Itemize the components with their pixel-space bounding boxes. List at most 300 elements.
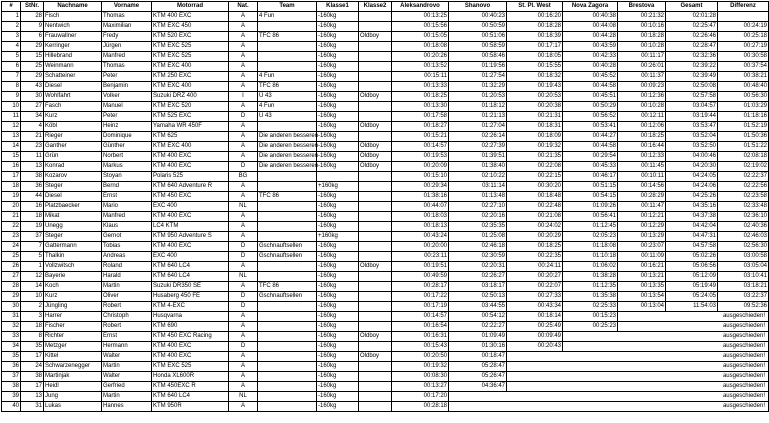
start-number-cell: 9 [21,22,44,32]
total-cell: 02:25:47 [666,22,718,32]
difference-cell: 01:51:22 [718,142,769,152]
total-cell: 03:53:47 [666,122,718,132]
class1-cell: -160kg [317,92,359,102]
st-pl-west-cell: 00:18:48 [507,192,563,202]
brestova-cell: 00:18:25 [618,132,666,142]
team-cell [258,382,317,392]
class2-cell [359,112,392,122]
nationality-cell: A [229,32,258,42]
position-cell: 13 [2,132,21,142]
first-name-cell: Bernd [102,182,152,192]
shanovo-cell: 01:30:16 [449,342,507,352]
first-name-cell: Stoyan [102,172,152,182]
start-number-cell: 44 [21,192,44,202]
first-name-cell: Norbert [102,152,152,162]
class2-cell [359,292,392,302]
class2-cell [359,212,392,222]
position-cell: 39 [2,392,21,402]
last-name-cell: Jung [44,392,102,402]
table-row [2,82,769,92]
table-row [2,292,769,302]
nationality-cell: A [229,62,258,72]
difference-cell: 02:36:10 [718,212,769,222]
nova-zagora-cell: 00:45:33 [563,162,618,172]
column-header: Nova Zagora [563,2,618,12]
class1-cell: -160kg [317,142,359,152]
class2-cell [359,282,392,292]
team-cell [258,392,317,402]
brestova-cell: 00:11:47 [618,202,666,212]
shanovo-cell: 00:40:23 [449,12,507,22]
table-row [2,102,769,112]
total-cell: 04:00:46 [666,152,718,162]
retired-cell: ausgeschieden! [563,342,769,352]
total-cell: 02:26:46 [666,32,718,42]
class1-cell: -160kg [317,52,359,62]
nationality-cell: A [229,332,258,342]
nova-zagora-cell: 00:15:23 [563,312,618,322]
last-name-cell: Mikat [44,212,102,222]
nova-zagora-cell: 00:44:28 [563,32,618,42]
motorcycle-cell: KTM 640 LC4 [152,272,229,282]
shanovo-cell: 02:27:10 [449,202,507,212]
difference-cell [718,12,769,22]
class1-cell: -160kg [317,272,359,282]
retired-cell: ausgeschieden! [618,312,769,322]
class1-cell: -160kg [317,22,359,32]
shanovo-cell: 02:27:39 [449,142,507,152]
first-name-cell: Martin [102,362,152,372]
column-header: Aleksandrovo [392,2,449,12]
difference-cell: 01:52:19 [718,122,769,132]
shanovo-cell: 01:21:13 [449,112,507,122]
motorcycle-cell: KTM 400 EXC [152,342,229,352]
team-cell: Die anderen besseren [258,132,317,142]
class2-cell [359,22,392,32]
motorcycle-cell: KTM EXC 400 [152,82,229,92]
total-cell: 04:35:16 [666,202,718,212]
difference-cell: 01:18:16 [718,112,769,122]
nationality-cell: D [229,342,258,352]
last-name-cell: Konrad [44,162,102,172]
brestova-cell: 00:13:54 [618,292,666,302]
first-name-cell: Peter [102,72,152,82]
class2-cell [359,362,392,372]
aleksandrovo-cell: 00:18:25 [392,92,449,102]
class2-cell: Oldboy [359,152,392,162]
start-number-cell: 2 [21,302,44,312]
table-row [2,372,769,382]
aleksandrovo-cell: 00:28:18 [392,402,449,412]
aleksandrovo-cell: 00:18:13 [392,222,449,232]
class2-cell [359,132,392,142]
start-number-cell: 19 [21,222,44,232]
nova-zagora-cell: 00:56:52 [563,112,618,122]
table-row [2,222,769,232]
class1-cell: -160kg [317,362,359,372]
start-number-cell: 27 [21,102,44,112]
first-name-cell: Peter [102,112,152,122]
aleksandrovo-cell: 00:14:57 [392,312,449,322]
motorcycle-cell: KTM 400 EXC [152,152,229,162]
nationality-cell: D [229,162,258,172]
last-name-cell: Diesel [44,82,102,92]
difference-cell: 03:22:37 [718,292,769,302]
class2-cell: Oldboy [359,92,392,102]
start-number-cell: 23 [21,142,44,152]
position-cell: 36 [2,362,21,372]
nova-zagora-cell: 01:35:38 [563,292,618,302]
last-name-cell: Metzger [44,342,102,352]
first-name-cell: Maximilian [102,22,152,32]
team-cell [258,302,317,312]
table-row [2,52,769,62]
class2-cell [359,342,392,352]
column-header: Vorname [102,2,152,12]
last-name-cell: Kittel [44,352,102,362]
brestova-cell: 00:11:37 [618,72,666,82]
first-name-cell: Manuel [102,102,152,112]
first-name-cell: Heinz [102,122,152,132]
last-name-cell: Fischer [44,322,102,332]
class1-cell: -160kg [317,332,359,342]
shanovo-cell: 00:58:46 [449,52,507,62]
class1-cell: -160kg [317,122,359,132]
motorcycle-cell: KTM 450 EXC [152,192,229,202]
column-header: Gesamt [666,2,718,12]
first-name-cell: Fredy [102,32,152,42]
class2-cell [359,62,392,72]
retired-cell: ausgeschieden! [449,402,769,412]
class2-cell [359,42,392,52]
start-number-cell: 30 [21,92,44,102]
difference-cell: 02:22:56 [718,182,769,192]
difference-cell: 00:48:40 [718,82,769,92]
total-cell: 02:32:36 [666,52,718,62]
shanovo-cell: 02:46:18 [449,242,507,252]
total-cell: 05:06:56 [666,262,718,272]
nationality-cell: D [229,292,258,302]
st-pl-west-cell: 00:09:49 [507,332,563,342]
position-cell: 8 [2,82,21,92]
first-name-cell: Oliver [102,292,152,302]
start-number-cell: 5 [21,252,44,262]
nova-zagora-cell: 00:44:27 [563,132,618,142]
class1-cell [317,172,359,182]
class2-cell [359,52,392,62]
last-name-cell: Martinjak [44,372,102,382]
shanovo-cell: 02:30:59 [449,252,507,262]
column-header: Team [258,2,317,12]
shanovo-cell: 01:09:49 [449,332,507,342]
nova-zagora-cell: 02:25:33 [563,302,618,312]
column-header: Brestova [618,2,666,12]
st-pl-west-cell: 00:22:15 [507,172,563,182]
table-row [2,262,769,272]
team-cell [258,182,317,192]
nationality-cell: A [229,72,258,82]
difference-cell: 03:10:41 [718,272,769,282]
difference-cell: 02:23:58 [718,192,769,202]
class1-cell: -160kg [317,192,359,202]
table-row [2,302,769,312]
start-number-cell: 15 [21,52,44,62]
position-cell: 11 [2,112,21,122]
motorcycle-cell: KTM 4-EXC [152,302,229,312]
class1-cell: -160kg [317,352,359,362]
team-cell [258,272,317,282]
start-number-cell: 12 [21,272,44,282]
nationality-cell: I [229,92,258,102]
st-pl-west-cell: 00:30:20 [507,182,563,192]
brestova-cell: 00:18:28 [618,32,666,42]
nationality-cell: D [229,112,258,122]
difference-cell: 00:37:54 [718,62,769,72]
shanovo-cell: 01:19:56 [449,62,507,72]
last-name-cell: Unegg [44,222,102,232]
aleksandrovo-cell: 00:20:50 [392,352,449,362]
table-row [2,112,769,122]
nationality-cell: A [229,222,258,232]
table-row [2,232,769,242]
shanovo-cell: 02:22:27 [449,322,507,332]
aleksandrovo-cell: 00:15:05 [392,32,449,42]
aleksandrovo-cell: 00:16:54 [392,322,449,332]
motorcycle-cell: KTM 400 EXC [152,162,229,172]
first-name-cell: Walter [102,352,152,362]
st-pl-west-cell: 00:17:17 [507,42,563,52]
st-pl-west-cell: 00:25:49 [507,322,563,332]
motorcycle-cell: KTM 400 EXC [152,352,229,362]
motorcycle-cell: KTM EXC 400 [152,142,229,152]
start-number-cell: 43 [21,82,44,92]
nationality-cell: A [229,312,258,322]
position-cell: 9 [2,92,21,102]
position-cell: 2 [2,22,21,32]
total-cell: 02:39:49 [666,72,718,82]
position-cell: 14 [2,142,21,152]
table-body [2,12,769,412]
start-number-cell: 38 [21,372,44,382]
difference-cell: 02:08:18 [718,152,769,162]
difference-cell: 00:30:58 [718,52,769,62]
position-cell: 28 [2,282,21,292]
retired-cell: ausgeschieden! [507,372,769,382]
st-pl-west-cell: 00:21:08 [507,212,563,222]
column-header: Klasse2 [359,2,392,12]
table-row [2,402,769,412]
shanovo-cell: 01:13:48 [449,192,507,202]
nationality-cell: A [229,212,258,222]
start-number-cell: 13 [21,392,44,402]
st-pl-west-cell: 00:20:27 [507,272,563,282]
class2-cell [359,372,392,382]
class1-cell: -160kg [317,112,359,122]
start-number-cell: 18 [21,322,44,332]
first-name-cell: Benjamin [102,82,152,92]
class2-cell: Oldboy [359,32,392,42]
aleksandrovo-cell: 00:44:07 [392,202,449,212]
nationality-cell: A [229,82,258,92]
motorcycle-cell: KTM EXC 400 [152,62,229,72]
st-pl-west-cell: 00:24:11 [507,262,563,272]
team-cell [258,52,317,62]
nova-zagora-cell: 01:10:18 [563,252,618,262]
first-name-cell: Christoph [102,312,152,322]
table-row [2,332,769,342]
team-cell: Gschnauftsellen [258,252,317,262]
nationality-cell: A [229,282,258,292]
nationality-cell: A [229,22,258,32]
aleksandrovo-cell: 00:20:09 [392,162,449,172]
aleksandrovo-cell: 00:16:31 [392,332,449,342]
difference-cell: 02:46:03 [718,232,769,242]
first-name-cell: Klaus [102,222,152,232]
nationality-cell: D [229,242,258,252]
start-number-cell: 3 [21,312,44,322]
first-name-cell: Hermann [102,342,152,352]
team-cell [258,172,317,182]
nova-zagora-cell: 00:29:54 [563,152,618,162]
total-cell: 02:57:58 [666,92,718,102]
class1-cell: -160kg [317,82,359,92]
table-row [2,352,769,362]
start-number-cell: 37 [21,232,44,242]
aleksandrovo-cell: 00:15:21 [392,132,449,142]
brestova-cell: 00:13:35 [618,282,666,292]
class1-cell: -160kg [317,102,359,112]
total-cell: 05:02:26 [666,252,718,262]
nova-zagora-cell: 02:05:23 [563,232,618,242]
motorcycle-cell: Husqvarna [152,312,229,322]
team-cell [258,122,317,132]
aleksandrovo-cell: 00:19:53 [392,152,449,162]
st-pl-west-cell: 00:18:32 [507,72,563,82]
class1-cell: -160kg [317,212,359,222]
class2-cell [359,192,392,202]
first-name-cell: Andreas [102,252,152,262]
motorcycle-cell: Honda XL600R [152,372,229,382]
brestova-cell: 00:12:11 [618,112,666,122]
brestova-cell: 00:12:21 [618,212,666,222]
difference-cell: 01:03:29 [718,102,769,112]
start-number-cell: 16 [21,202,44,212]
difference-cell: 03:00:58 [718,252,769,262]
nova-zagora-cell: 00:40:28 [563,62,618,72]
start-number-cell: 4 [21,122,44,132]
motorcycle-cell: EXC 400 [152,252,229,262]
position-cell: 10 [2,102,21,112]
class2-cell: Oldboy [359,262,392,272]
difference-cell: 02:19:02 [718,162,769,172]
total-cell: 03:19:44 [666,112,718,122]
last-name-cell: Heidl [44,382,102,392]
first-name-cell: Dominique [102,132,152,142]
class1-cell: -160kg [317,302,359,312]
brestova-cell: 00:13:29 [618,232,666,242]
position-cell: 30 [2,302,21,312]
last-name-cell: Kerringer [44,42,102,52]
last-name-cell: Grün [44,152,102,162]
shanovo-cell: 01:18:12 [449,102,507,112]
last-name-cell: Wohlfahrt [44,92,102,102]
difference-cell: 02:22:37 [718,172,769,182]
difference-cell: 02:40:36 [718,222,769,232]
start-number-cell: 29 [21,72,44,82]
nationality-cell: NL [229,272,258,282]
difference-cell: 02:33:48 [718,202,769,212]
total-cell: 05:19:49 [666,282,718,292]
nationality-cell: A [229,142,258,152]
shanovo-cell: 00:58:59 [449,42,507,52]
last-name-cell: Fasch [44,102,102,112]
brestova-cell: 00:16:44 [618,142,666,152]
team-cell: Ü 43 [258,92,317,102]
difference-cell: 09:52:36 [718,302,769,312]
nova-zagora-cell: 00:53:41 [563,122,618,132]
position-cell: 1 [2,12,21,22]
class1-cell: -160kg [317,132,359,142]
table-row [2,312,769,322]
st-pl-west-cell: 00:20:43 [507,342,563,352]
last-name-cell: Thalkin [44,252,102,262]
last-name-cell: Platzbaecker [44,202,102,212]
aleksandrovo-cell: 00:17:22 [392,292,449,302]
total-cell: 04:25:26 [666,192,718,202]
brestova-cell: 00:12:06 [618,122,666,132]
st-pl-west-cell: 00:22:08 [507,162,563,172]
first-name-cell: Volker [102,92,152,102]
st-pl-west-cell: 00:18:09 [507,132,563,142]
team-cell [258,402,317,412]
first-name-cell: Ernst [102,332,152,342]
position-cell: 15 [2,152,21,162]
table-row [2,142,769,152]
st-pl-west-cell: 00:20:53 [507,92,563,102]
table-row [2,132,769,142]
team-cell: Ü 43 [258,112,317,122]
class1-cell: -160kg [317,262,359,272]
retired-cell: ausgeschieden! [563,332,769,342]
brestova-cell: 00:23:07 [618,242,666,252]
last-name-cell: Vollzwitsch [44,262,102,272]
start-number-cell: 29 [21,42,44,52]
table-row [2,152,769,162]
table-row [2,342,769,352]
class1-cell: -160kg [317,282,359,292]
nationality-cell: A [229,192,258,202]
motorcycle-cell: KTM 625 [152,132,229,142]
class2-cell: Oldboy [359,162,392,172]
last-name-cell: Gattermann [44,242,102,252]
motorcycle-cell: KTM 400 EXC [152,242,229,252]
shanovo-cell: 03:11:14 [449,182,507,192]
motorcycle-cell: KTM 950 Adventure S [152,232,229,242]
brestova-cell: 00:10:16 [618,22,666,32]
total-cell: 03:52:50 [666,142,718,152]
team-cell [258,262,317,272]
nova-zagora-cell: 01:12:45 [563,222,618,232]
position-cell: 5 [2,52,21,62]
table-row [2,72,769,82]
column-header: StNr. [21,2,44,12]
position-cell: 23 [2,232,21,242]
nationality-cell: A [229,152,258,162]
shanovo-cell: 05:26:47 [449,372,507,382]
nationality-cell: A [229,262,258,272]
shanovo-cell: 02:10:22 [449,172,507,182]
motorcycle-cell: EXC 400 [152,202,229,212]
